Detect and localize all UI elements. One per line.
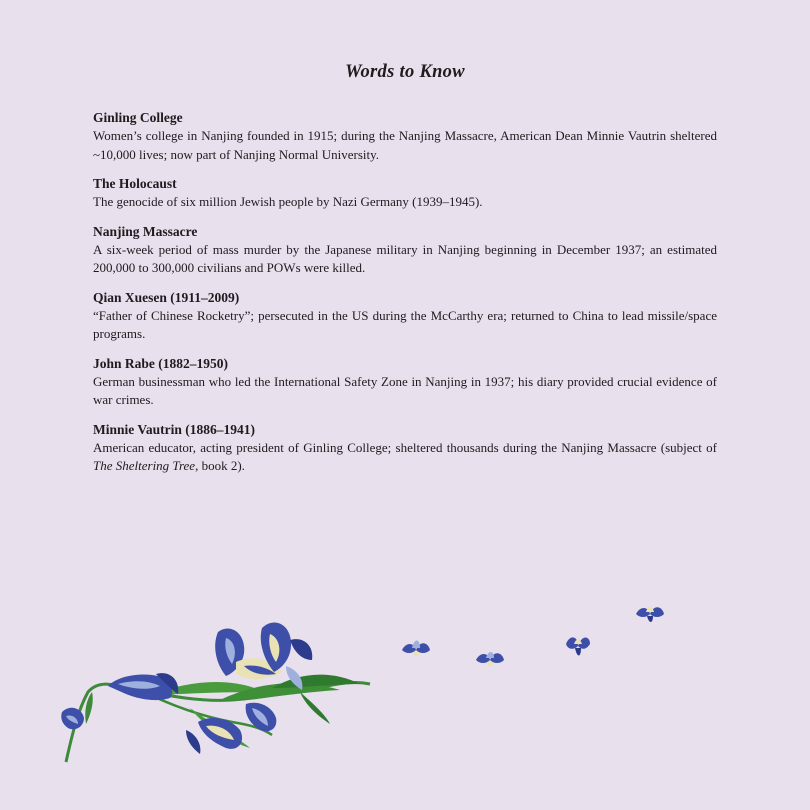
glossary-entry (93, 108, 717, 164)
glossary-term: John Rabe (1882–1950) (93, 355, 229, 371)
glossary-list (93, 108, 717, 486)
glossary-definition (93, 439, 717, 476)
glossary-entry (93, 174, 717, 212)
glossary-term: Qian Xuesen (1911–2009) (93, 289, 240, 305)
glossary-entry (93, 288, 717, 344)
page-title: Words to Know (345, 62, 465, 82)
glossary-definition: Women’s college in Nanjing founded in 1915; during the Nanjing Massacre, American Dean Minnie Vautrin sheltered ~10,000 lives; now part of Nanjing Normal University. (93, 128, 717, 162)
glossary-term: The Holocaust (93, 176, 177, 191)
glossary-term: Ginling College (93, 110, 183, 125)
book-title: The Sheltering Tree (93, 458, 196, 473)
glossary-entry (93, 222, 717, 278)
glossary-definition: “Father of Chinese Rocketry”; persecuted in the US during the McCarthy era; returned to China to lead missile/space programs. (93, 307, 717, 341)
glossary-definition: The genocide of six million Jewish people by Nazi Germany (1939–1945). (93, 194, 483, 209)
glossary-term: Minnie Vautrin (1886–1941) (93, 421, 256, 437)
glossary-definition: A six-week period of mass murder by the Japanese military in Nanjing beginning in December 1937; an estimated 200,000 to 300,000 civilians and POWs were killed. (93, 241, 717, 275)
glossary-entry (93, 354, 717, 410)
glossary-entry (93, 420, 717, 476)
glossary-definition: German businessman who led the International Safety Zone in Nanjing in 1937; his diary provided crucial evidence of war crimes. (93, 373, 717, 407)
glossary-term: Nanjing Massacre (93, 223, 198, 239)
definition-text: , book 2). (195, 458, 245, 473)
definition-text: American educator, acting president of Ginling College; sheltered thousands during the Nanjing Massacre (subject of (93, 439, 717, 455)
